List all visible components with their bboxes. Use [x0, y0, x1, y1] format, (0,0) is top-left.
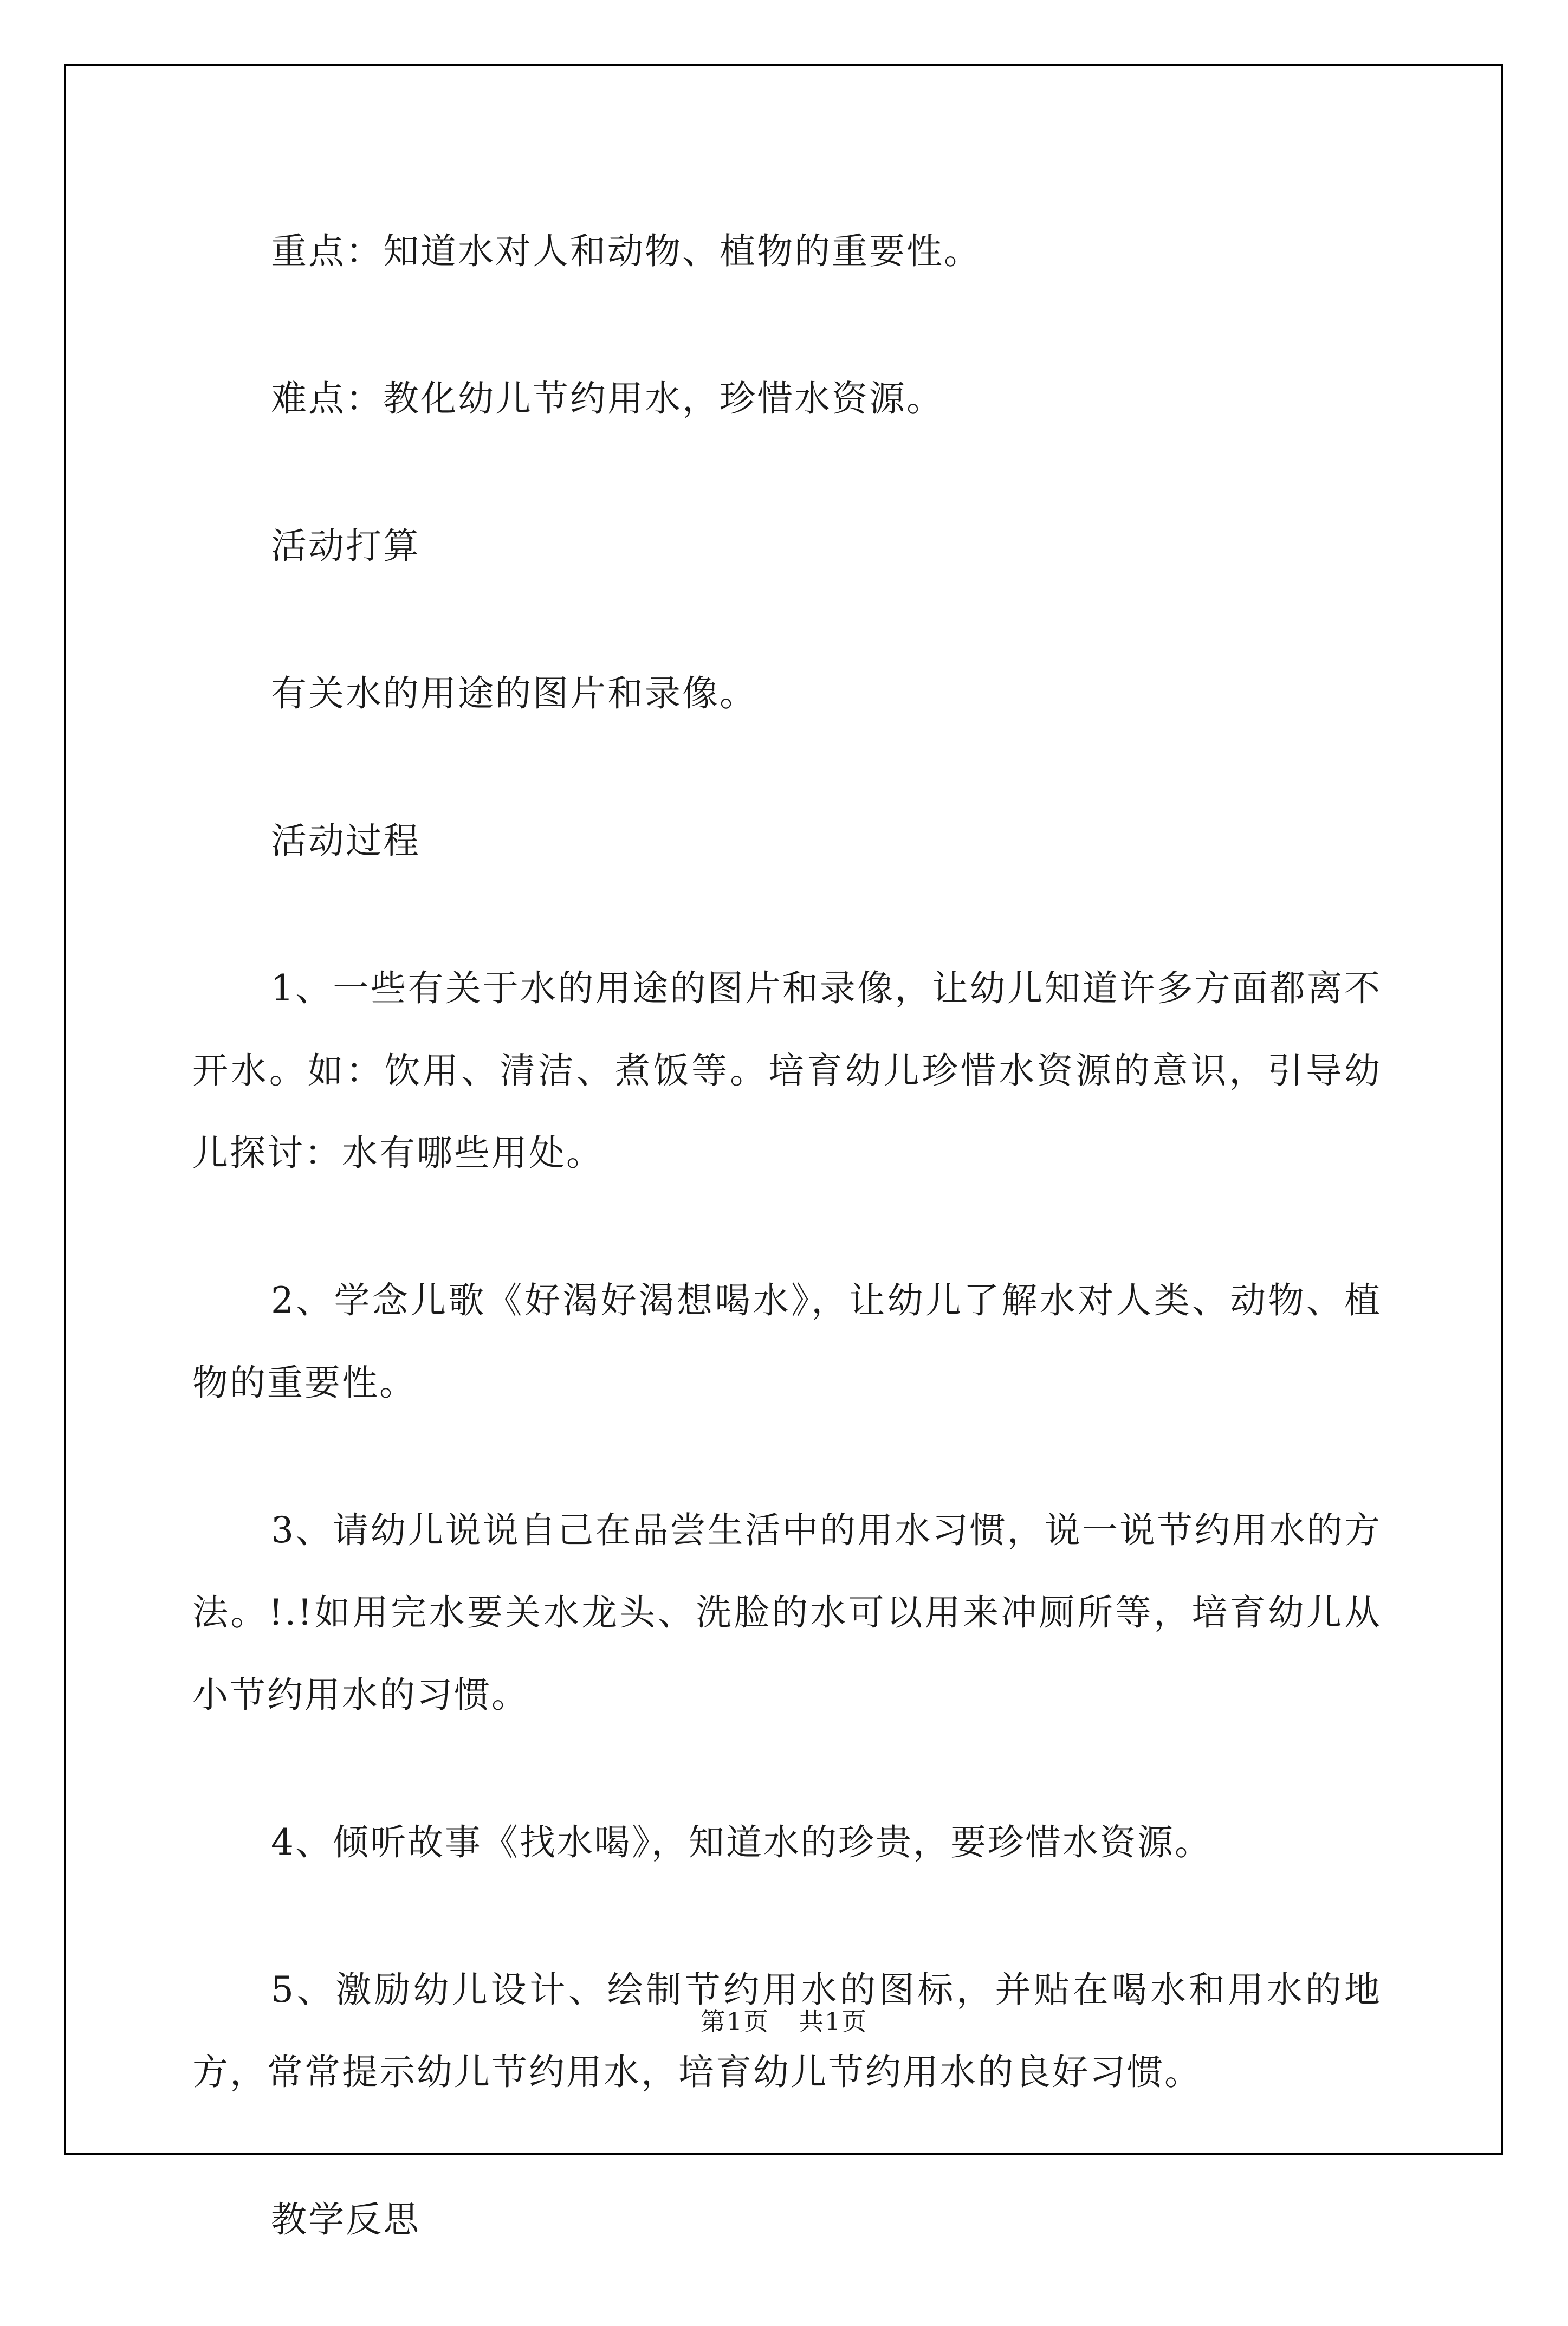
section-heading-reflection: 教学反思 — [271, 2199, 420, 2240]
paragraph-step-4: 4、倾听故事《找水喝》，知道水的珍贵，要珍惜水资源。 — [271, 1821, 1212, 1863]
section-heading-process: 活动过程 — [271, 820, 420, 862]
paragraph-step-5: 5、激励幼儿设计、绘制节约用水的图标，并贴在喝水和用水的地方，常常提示幼儿节约用水，培育幼儿节约用水的良好习惯。 — [192, 1969, 1382, 2093]
paragraph-step-2: 2、学念儿歌《好渴好渴想喝水》，让幼儿了解水对人类、动物、植物的重要性。 — [192, 1280, 1382, 1404]
paragraph-materials: 有关水的用途的图片和录像。 — [271, 673, 757, 714]
page-footer — [0, 2005, 1568, 2038]
page-total: 共1页 — [799, 2007, 868, 2036]
paragraph-step-1: 1、一些有关于水的用途的图片和录像，让幼儿知道许多方面都离不开水。如：饮用、清洁、煮饭等。培育幼儿珍惜水资源的意识，引导幼儿探讨：水有哪些用处。 — [192, 967, 1382, 1174]
paragraph-key-point: 重点：知道水对人和动物、植物的重要性。 — [271, 230, 981, 272]
paragraph-difficulty: 难点：教化幼儿节约用水，珍惜水资源。 — [271, 378, 944, 419]
page-number: 第1页 — [700, 2007, 769, 2036]
paragraph-step-3: 3、请幼儿说说自己在品尝生活中的用水习惯，说一说节约用水的方法。!.!如用完水要关水龙头、洗脸的水可以用来冲厕所等，培育幼儿从小节约用水的习惯。 — [192, 1509, 1382, 1716]
section-heading-preparation: 活动打算 — [271, 525, 420, 567]
